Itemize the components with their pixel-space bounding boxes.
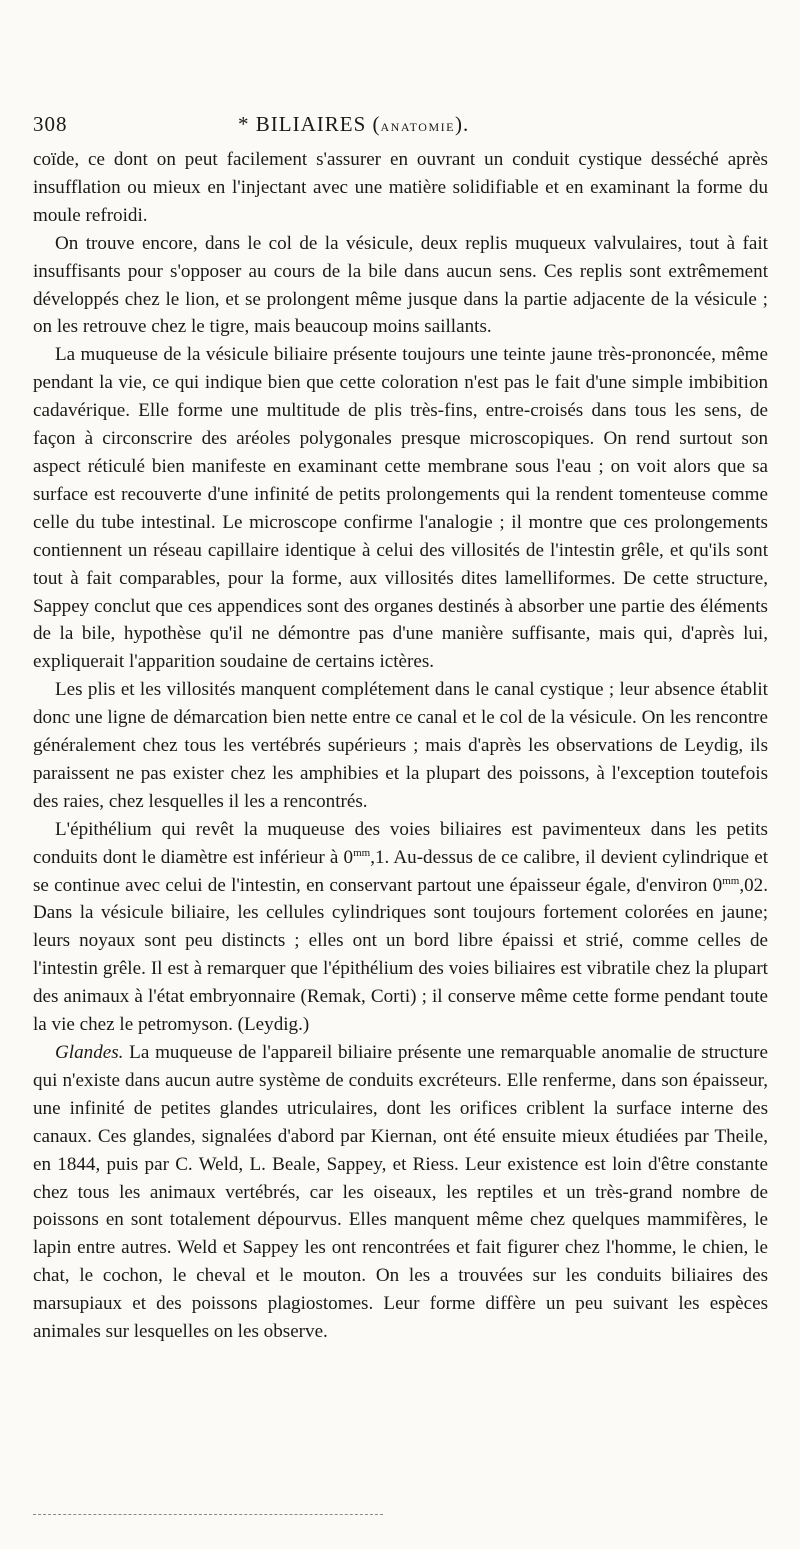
section-title-glandes: Glandes. bbox=[55, 1042, 124, 1063]
paragraph-2: On trouve encore, dans le col de la vésicule, deux replis muqueux valvulaires, tout à fait insuffisants pour s'opposer au cours de la bile dans aucun sens. Ces replis sont extrêmement développés chez le lion, et se prolongent même jusque dans la partie adjacente de la vésicule ; on les retrouve chez le tigre, mais beaucoup moins saillants. bbox=[33, 232, 768, 338]
footer-dashed-rule bbox=[33, 1514, 383, 1515]
unit-superscript-1: mm bbox=[353, 846, 371, 859]
page-header bbox=[33, 112, 768, 146]
paragraph-5-part-b: ,1. Au-dessus de ce calibre, il devient cylindrique et se continue avec celui de l'intestin, en conservant partout une épaisseur égale, d'environ 0 bbox=[33, 846, 769, 896]
page-number: 308 bbox=[33, 112, 68, 136]
paragraph-1: coïde, ce dont on peut facilement s'assurer en ouvrant un conduit cystique desséché après insufflation ou mieux en l'injectant avec une matière solidifiable et en examinant la forme du moule refroidi. bbox=[33, 149, 768, 226]
paragraph-6 bbox=[33, 1039, 768, 1346]
running-head-subject: ANATOMIE bbox=[380, 120, 455, 134]
paragraph-5-part-a: L'épithélium qui revêt la muqueuse des voies biliaires est pavimenteux dans les petits conduits dont le diamètre est inférieur à 0 bbox=[33, 818, 768, 868]
paragraph-4: Les plis et les villosités manquent complétement dans le canal cystique ; leur absence établit donc une ligne de démarcation bien nette entre ce canal et le col de la vésicule. On les rencontre généralement chez tous les vertébrés supérieurs ; mais d'après les observations de Leydig, ils paraissent ne pas exister chez les amphibies et la plupart des poissons, à l'exception toutefois des raies, chez lesquelles il les a rencontrés. bbox=[33, 679, 768, 812]
paragraph-5-part-c: ,02. Dans la vésicule biliaire, les cellules cylindriques sont toujours fortement colorées en jaune; leurs noyaux sont peu distincts ; elles ont un bord libre épaissi et strié, comme celles de l'intestin grêle. Il est à remarquer que l'épithélium des voies biliaires est vibratile chez la plupart des animaux à l'état embryonnaire (Remak, Corti) ; il conserve même cette forme pendant toute la vie chez le petromyson. (Leydig.) bbox=[33, 874, 768, 1036]
paragraph-5 bbox=[33, 816, 768, 1039]
unit-superscript-2: mm bbox=[722, 874, 740, 887]
running-head-prefix: * BILIAIRES ( bbox=[238, 112, 381, 136]
running-head bbox=[238, 112, 768, 137]
book-page bbox=[33, 112, 768, 1346]
running-head-suffix: ). bbox=[454, 112, 470, 136]
paragraph-6-body: La muqueuse de l'appareil biliaire présente une remarquable anomalie de structure qui n'existe dans aucun autre système de conduits excréteurs. Elle renferme, dans son épaisseur, une infinité de petites glandes utriculaires, dont les orifices criblent la surface interne des canaux. Ces glandes, signalées d'abord par Kiernan, ont été ensuite mieux étudiées par Theile, en 1844, puis par C. Weld, L. Beale, Sappey, et Riess. Leur existence est loin d'être constante chez tous les animaux vertébrés, car les oiseaux, les reptiles et un très-grand nombre de poissons en sont totalement dépourvus. Elles manquent même chez quelques mammifères, le lapin entre autres. Weld et Sappey les ont rencontrées et fait figurer chez l'homme, le chien, le chat, le cochon, le cheval et le mouton. On les a trouvées sur les conduits biliaires des marsupiaux et des poissons plagiostomes. Leur forme diffère un peu suivant les espèces animales sur lesquelles on les observe. bbox=[33, 1042, 768, 1343]
body-text bbox=[33, 146, 768, 1346]
paragraph-3: La muqueuse de la vésicule biliaire présente toujours une teinte jaune très-prononcée, même pendant la vie, ce qui indique bien que cette coloration n'est pas le fait d'une simple imbibition cadavérique. Elle forme une multitude de plis très-fins, entre-croisés dans tous les sens, de façon à circonscrire des aréoles polygonales presque microscopiques. On rend surtout son aspect réticulé bien manifeste en examinant cette membrane sous l'eau ; on voit alors que sa surface est recouverte d'une infinité de petits prolongements qui la rendent tomenteuse comme celle du tube intestinal. Le microscope confirme l'analogie ; il montre que ces prolongements contiennent un réseau capillaire identique à celui des villosités de l'intestin grêle, et qu'ils sont tout à fait comparables, pour la forme, aux villosités dites lamelliformes. De cette structure, Sappey conclut que ces appendices sont des organes destinés à absorber une partie des éléments de la bile, hypothèse qu'il ne démontre pas d'une manière suffisante, mais qui, d'après lui, expliquerait l'apparition soudaine de certains ictères. bbox=[33, 344, 768, 673]
